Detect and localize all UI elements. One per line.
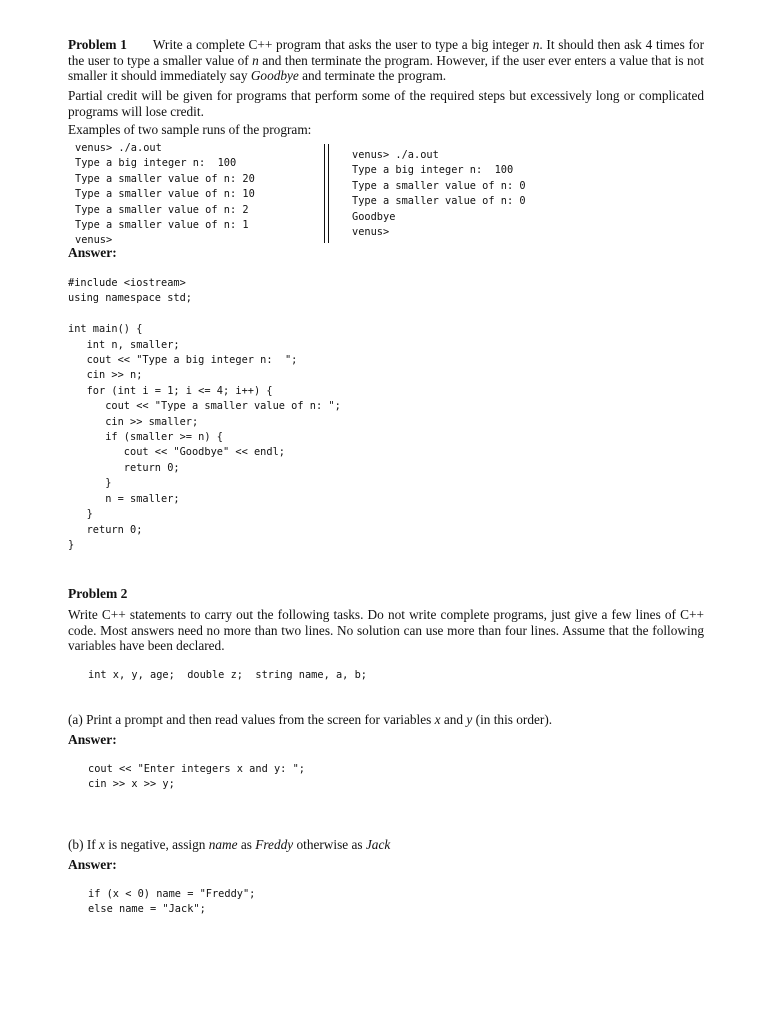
problem1-heading: Problem 1	[68, 37, 127, 52]
problem1-intro	[68, 37, 704, 84]
part-a-answer-code: cout << "Enter integers x and y: "; cin >> x >> y;	[88, 763, 305, 791]
problem1-examples-label: Examples of two sample runs of the program:	[68, 122, 312, 137]
sample-run-2: venus> ./a.out Type a big integer n: 100 Type a smaller value of n: 0 Type a smaller value of n: 0 Goodbye venus>	[352, 149, 526, 239]
problem1-partial-credit: Partial credit will be given for programs that perform some of the required steps but excessively long or complicated programs will lose credit.	[68, 88, 704, 119]
problem1-intro-text-1: Write a complete C++ program that asks the user to type a big integer	[152, 37, 533, 52]
problem1-intro-text-2: . It should then ask 4 times for the user to type a smaller value of	[68, 37, 704, 68]
problem1-intro-text-4: and terminate the program.	[298, 68, 447, 83]
problem2-declarations: int x, y, age; double z; string name, a, b;	[88, 669, 367, 681]
part-b-question-text-3: as	[237, 837, 256, 852]
part-a-answer-label: Answer:	[68, 732, 117, 747]
problem1-intro-text-3: and then terminate the program. However, if the user ever enters a value that is not smaller it should immediately say	[68, 52, 704, 83]
part-a-question-text-2: and	[440, 712, 467, 727]
problem1-intro-goodbye: Goodbye	[250, 68, 299, 83]
problem1-answer-code: #include <iostream> using namespace std; int main() { int n, smaller; cout << "Type a big integer n: "; cin >> n; for (int i = 1; i <= 4; i++) { cout << "Type a smaller value of n: "; cin >> smaller; if (smaller >= n) { cout << "Goodbye" << endl; return 0; } n = smaller; } return 0; }	[68, 277, 341, 551]
part-a-question	[68, 712, 704, 728]
part-b-question-text-2: is negative, assign	[104, 837, 209, 852]
part-b-var-name: name	[208, 837, 238, 852]
sample-run-1: venus> ./a.out Type a big integer n: 100 Type a smaller value of n: 20 Type a smaller value of n: 10 Type a smaller value of n: 2 Type a smaller value of n: 1 venus>	[75, 142, 255, 247]
part-b-freddy: Freddy	[255, 837, 294, 852]
problem1-intro-var-n-2: n	[252, 52, 259, 68]
part-b-question-text-4: otherwise as	[293, 837, 366, 852]
part-b-answer-code: if (x < 0) name = "Freddy"; else name = "Jack";	[88, 888, 256, 916]
part-a-var-x: x	[434, 712, 441, 727]
part-b-answer-label: Answer:	[68, 857, 117, 872]
part-a-question-text-3: (in this order).	[472, 712, 553, 727]
part-b-var-x: x	[99, 837, 105, 852]
part-a-question-text-1: (a) Print a prompt and then read values from the screen for variables	[68, 712, 435, 727]
problem2-heading: Problem 2	[68, 586, 128, 601]
part-b-question	[68, 837, 704, 853]
problem1-intro-var-n-1: n	[532, 37, 540, 52]
part-b-jack: Jack	[365, 837, 391, 852]
part-b-question-text-1: (b) If	[68, 837, 100, 852]
sample-run-divider-left	[324, 144, 325, 243]
problem1-answer-label: Answer:	[68, 245, 117, 260]
problem2-intro: Write C++ statements to carry out the following tasks. Do not write complete programs, just give a few lines of C++ code. Most answers need no more than two lines. No solution can use more than four lines. Assume that the following variables have been declared.	[68, 607, 704, 653]
sample-run-divider-right	[328, 144, 329, 243]
part-a-var-y: y	[466, 712, 473, 727]
